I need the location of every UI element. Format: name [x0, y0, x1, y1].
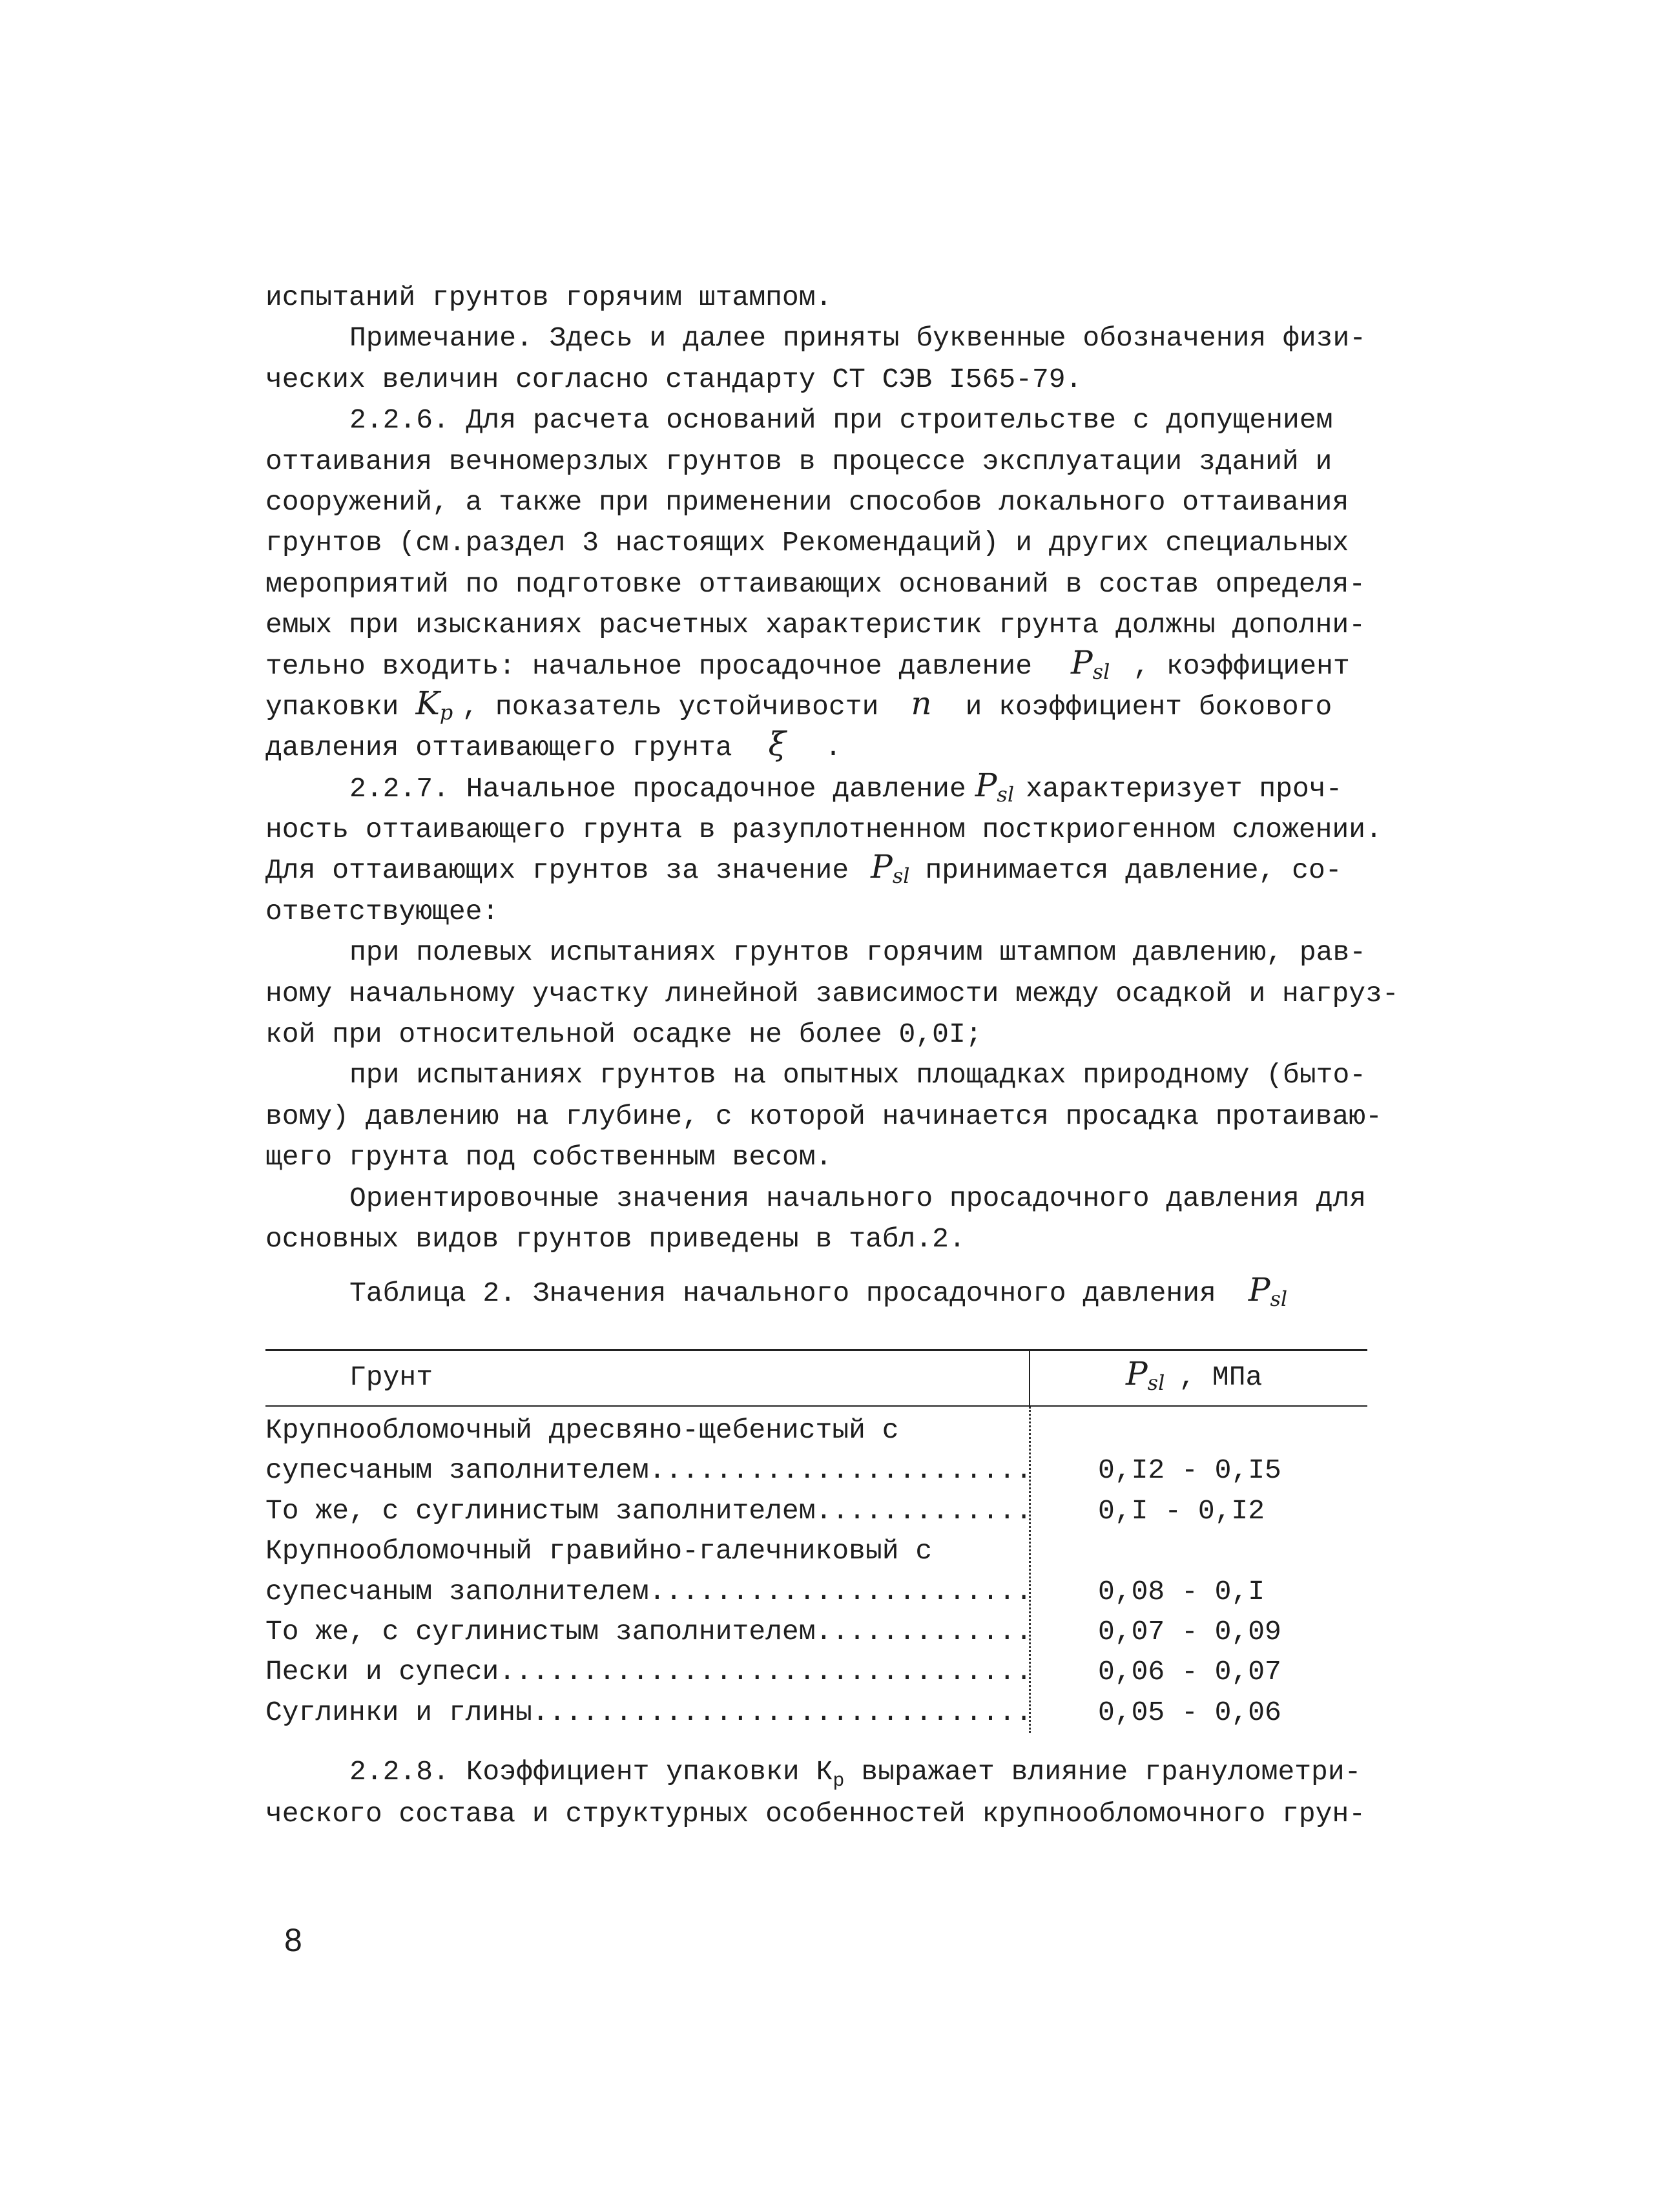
para-226-line-5: мероприятий по подготовке оттаивающих оснований в состав определя- [265, 568, 1366, 600]
site-test-line-3: щего грунта под собственным весом. [265, 1141, 833, 1173]
para-227-line-2: ность оттаивающего грунта в разуплотненном посткриогенном сложении. [265, 814, 1382, 846]
value-cell: 0,05 - 0,06 [1098, 1696, 1281, 1728]
symbol-psl [1071, 643, 1110, 684]
para-226-line-8-end: и коэффициент бокового [965, 690, 1332, 723]
para-226-line-9 [265, 727, 1493, 768]
para-227-line-1 [265, 766, 1493, 809]
soil-cell [265, 1411, 1028, 1451]
para-227-line-1-start: 2.2.7. Начальное просадочное давление [349, 772, 966, 805]
soil-cell [265, 1572, 1028, 1612]
dot-leader [816, 1612, 1028, 1652]
table-caption [349, 1273, 1287, 1314]
soil-label: Крупнообломочный гравийно-галечниковый с [265, 1535, 933, 1567]
symbol-xi: ξ [768, 725, 787, 763]
para-226-line-8-mid: , показатель устойчивости [462, 690, 879, 723]
soil-label: То же, с суглинистым заполнителем [265, 1494, 816, 1527]
soil-label: Крупнообломочный дресвяно-щебенистый с [265, 1414, 899, 1446]
body-text [265, 277, 1493, 1259]
para-227-line-3-start: Для оттаивающих грунтов за значение [265, 854, 849, 887]
para-226-line-7-start: тельно входить: начальное просадочное давление [265, 650, 1032, 682]
table-row [265, 1491, 1367, 1531]
symbol-psl-base: P [1126, 1355, 1148, 1392]
soil-label: Суглинки и глины [265, 1696, 532, 1728]
table-header-divider [1029, 1349, 1030, 1407]
intro-line: испытаний грунтов горячим штампом. [265, 282, 833, 313]
symbol-psl-base: P [975, 766, 997, 804]
soil-cell [265, 1612, 1028, 1652]
para-226-line-3: сооружений, а также при применении способов локального оттаивания [265, 486, 1349, 518]
site-test-line-1: при испытаниях грунтов на опытных площадках природному (быто- [349, 1059, 1367, 1091]
soil-label: То же, с суглинистым заполнителем [265, 1615, 816, 1648]
para-226-line-7-end: , коэффициент [1133, 650, 1350, 682]
field-test-line-2: ному начальному участку линейной зависимости между осадкой и нагруз- [265, 977, 1399, 1009]
para-226-line-2: оттаивания вечномерзлых грунтов в процессе эксплуатации зданий и [265, 445, 1332, 477]
symbol-psl-sub: sl [997, 781, 1015, 807]
symbol-psl [871, 848, 910, 889]
para-226-line-9-start: давления оттаивающего грунта [265, 732, 732, 764]
value-cell: 0,I2 - 0,I5 [1098, 1454, 1281, 1487]
symbol-psl-base: P [1071, 643, 1093, 681]
soil-cell [265, 1652, 1028, 1692]
para-226-line-8 [265, 684, 1493, 727]
page-number: 8 [284, 1922, 302, 1958]
value-cell: 0,07 - 0,09 [1098, 1615, 1281, 1648]
field-test-line-1: при полевых испытаниях грунтов горячим штампом давлению, рав- [349, 936, 1367, 969]
dot-leader [649, 1572, 1028, 1612]
table-rows [265, 1411, 1367, 1733]
symbol-psl [1248, 1271, 1288, 1311]
para-226-line-9-end: . [825, 732, 842, 764]
dot-leader [649, 1451, 1028, 1491]
table-row [265, 1612, 1367, 1652]
table-row [265, 1572, 1367, 1612]
para-226-line-1: 2.2.6. Для расчета оснований при строительстве с допущением [349, 404, 1333, 437]
para-228 [265, 1751, 1493, 1835]
symbol-kp-sub: p [439, 699, 453, 725]
para-227-line-4: ответствующее: [265, 895, 499, 927]
table-row [265, 1451, 1367, 1491]
symbol-psl-sub: sl [892, 863, 910, 889]
site-test-line-2: вому) давлению на глубине, с которой начинается просадка протаиваю- [265, 1100, 1382, 1132]
note-line-1: Примечание. Здесь и далее приняты буквенные обозначения физи- [349, 322, 1367, 355]
soil-cell [265, 1451, 1028, 1491]
para-228-line-1-end: выражает влияние гранулометри- [861, 1756, 1362, 1788]
soil-cell [265, 1491, 1028, 1531]
soil-label: Пески и супеси [265, 1656, 499, 1688]
para-228-line-2: ческого состава и структурных особенностей крупнообломочного грун- [265, 1798, 1366, 1830]
para-227-line-1-end: характеризует проч- [1026, 772, 1343, 805]
table-2 [265, 1349, 1367, 1737]
para-227-line-3 [265, 850, 1493, 891]
symbol-psl [975, 766, 1015, 807]
table-row [265, 1411, 1367, 1451]
note-line-2: ческих величин согласно стандарту СТ СЭВ I565-79. [265, 363, 1082, 395]
symbol-psl-base: P [871, 848, 893, 886]
symbol-psl-sub: sl [1270, 1287, 1288, 1311]
table-header-rule [265, 1405, 1367, 1407]
para-228-line-1-start: 2.2.8. Коэффициент упаковки К [349, 1756, 833, 1788]
header-unit: , МПа [1179, 1361, 1263, 1393]
para-228-line-1 [265, 1751, 1493, 1793]
table-row [265, 1652, 1367, 1692]
symbol-psl [1126, 1355, 1165, 1395]
para-228-subscript: р [833, 1770, 845, 1792]
para-226-line-8-start: упаковки [265, 690, 399, 723]
approx-line-2: основных видов грунтов приведены в табл.2. [265, 1223, 966, 1255]
soil-cell [265, 1693, 1028, 1733]
field-test-line-3: кой при относительной осадке не более 0,0I; [265, 1018, 982, 1051]
para-226-line-6: емых при изысканиях расчетных характеристик грунта должны дополни- [265, 609, 1366, 641]
dot-leader [816, 1491, 1028, 1531]
symbol-n: n [911, 684, 932, 722]
table-row [265, 1531, 1367, 1571]
soil-label: супесчаным заполнителем [265, 1454, 649, 1487]
para-227-line-3-end: принимается давление, со- [925, 854, 1342, 887]
symbol-kp-base: K [415, 684, 440, 722]
value-cell: 0,I - 0,I2 [1098, 1494, 1265, 1527]
approx-line-1: Ориентировочные значения начального просадочного давления для [349, 1182, 1367, 1214]
symbol-psl-sub: sl [1147, 1370, 1165, 1395]
dot-leader [532, 1693, 1028, 1733]
dot-leader [499, 1652, 1028, 1692]
value-cell: 0,08 - 0,I [1098, 1575, 1265, 1607]
symbol-psl-base: P [1248, 1271, 1270, 1308]
table-caption-text: Таблица 2. Значения начального просадочного давления [349, 1277, 1216, 1309]
soil-cell [265, 1531, 1028, 1571]
header-value [1126, 1349, 1262, 1405]
header-soil: Грунт [349, 1361, 433, 1393]
soil-label: супесчаным заполнителем [265, 1575, 649, 1607]
symbol-kp [415, 684, 453, 725]
value-cell: 0,06 - 0,07 [1098, 1656, 1281, 1688]
table-row [265, 1693, 1367, 1733]
symbol-psl-sub: sl [1092, 659, 1110, 684]
para-226-line-7 [265, 643, 1493, 687]
para-226-line-4: грунтов (см.раздел 3 настоящих Рекомендаций) и других специальных [265, 527, 1349, 559]
